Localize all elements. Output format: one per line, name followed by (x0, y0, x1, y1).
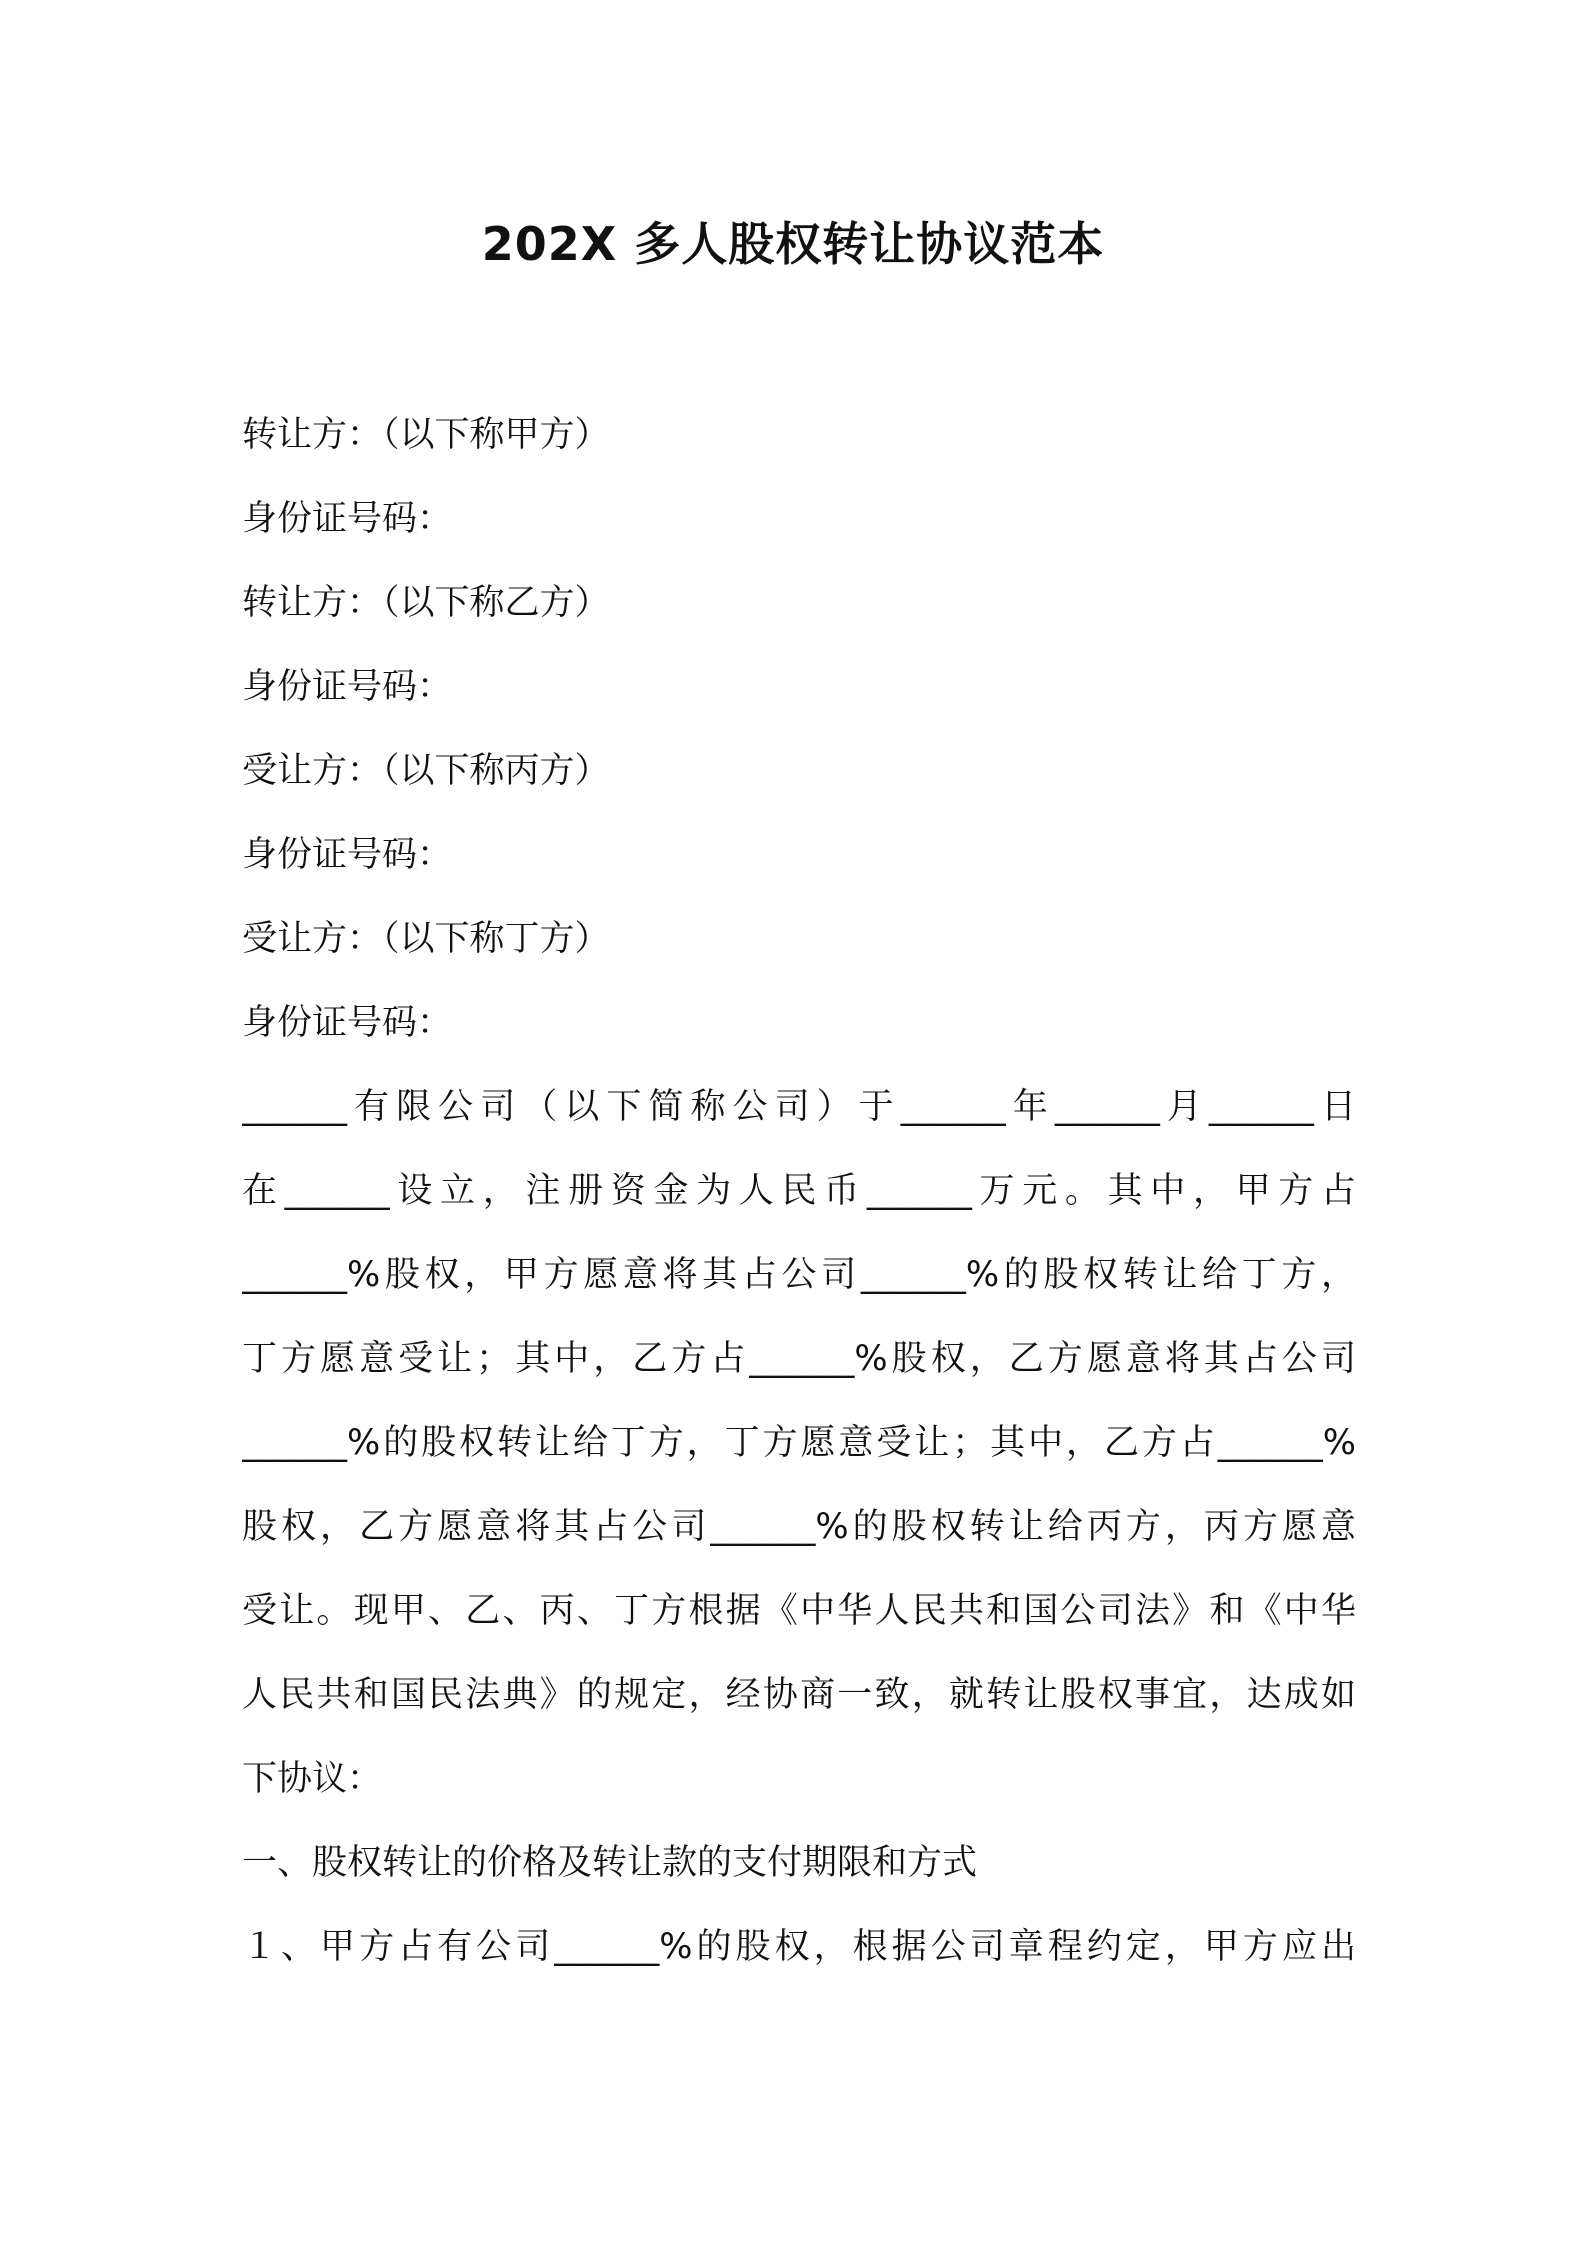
body-line-1: ______有限公司（以下简称公司）于______年______月______日 (242, 1087, 1356, 1127)
body-line-4: 丁方愿意受让；其中，乙方占______%股权，乙方愿意将其占公司 (242, 1339, 1356, 1379)
party-b-id-line: 身份证号码： (242, 667, 453, 707)
document-title: 202X 多人股权转让协议范本 (481, 217, 1105, 271)
party-a-id-line: 身份证号码： (242, 499, 453, 539)
party-d-line: 受让方：（以下称丁方） (242, 919, 610, 959)
clause-1-line-1: １、甲方占有公司______%的股权，根据公司章程约定，甲方应出 (242, 1927, 1356, 1967)
body-line-5: ______%的股权转让给丁方，丁方愿意受让；其中，乙方占______% (242, 1423, 1356, 1463)
body-line-7: 受让。现甲、乙、丙、丁方根据《中华人民共和国公司法》和《中华 (242, 1591, 1356, 1631)
body-line-6: 股权，乙方愿意将其占公司______%的股权转让给丙方，丙方愿意 (242, 1507, 1356, 1547)
body-line-2: 在______设立，注册资金为人民币______万元。其中，甲方占 (242, 1171, 1356, 1211)
body-line-9: 下协议： (242, 1759, 383, 1799)
body-line-8: 人民共和国民法典》的规定，经协商一致，就转让股权事宜，达成如 (242, 1675, 1356, 1715)
party-c-line: 受让方：（以下称丙方） (242, 751, 610, 791)
section-1-heading: 一、股权转让的价格及转让款的支付期限和方式 (242, 1843, 978, 1883)
party-a-line: 转让方：（以下称甲方） (242, 415, 610, 455)
body-line-3: ______%股权，甲方愿意将其占公司______%的股权转让给丁方， (242, 1255, 1356, 1295)
party-c-id-line: 身份证号码： (242, 835, 453, 875)
party-b-line: 转让方：（以下称乙方） (242, 583, 610, 623)
party-d-id-line: 身份证号码： (242, 1003, 453, 1043)
